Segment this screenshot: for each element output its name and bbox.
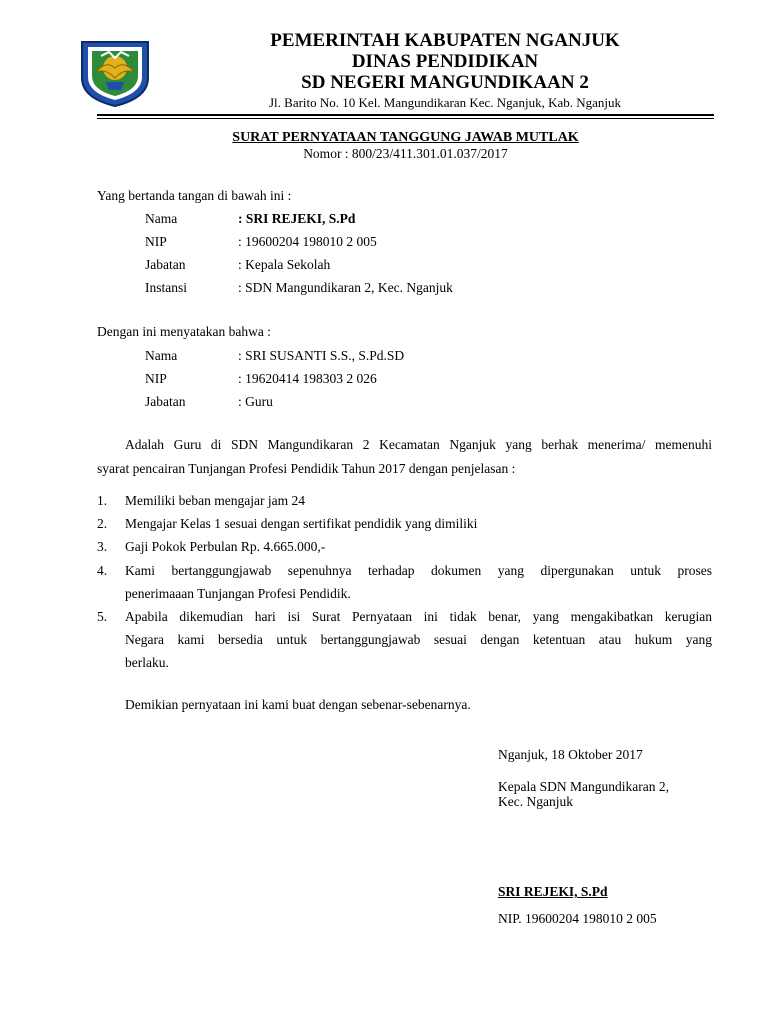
list-item-text: Gaji Pokok Perbulan Rp. 4.665.000,- bbox=[125, 539, 326, 554]
signer-position-line-2: Kec. Nganjuk bbox=[498, 794, 573, 809]
signer-value-jabatan: : Kepala Sekolah bbox=[238, 257, 331, 272]
subject-value-nama: : SRI SUSANTI S.S., S.Pd.SD bbox=[238, 348, 405, 363]
signer-value-nip: : 19600204 198010 2 005 bbox=[238, 234, 377, 249]
list-item-text: Kami bertanggungjawab sepenuhnya terhadap dokumen yang dipergunakan untuk proses bbox=[125, 563, 712, 578]
list-item-number: 2. bbox=[97, 516, 108, 531]
list-item-number: 3. bbox=[97, 539, 108, 554]
signer-name: SRI REJEKI, S.Pd bbox=[498, 884, 608, 899]
signer-label-nama: Nama bbox=[145, 211, 178, 226]
signer-label-nip: NIP bbox=[145, 234, 167, 249]
school-name: SD NEGERI MANGUNDIKAAN 2 bbox=[301, 72, 589, 93]
statement-intro: Dengan ini menyatakan bahwa : bbox=[97, 324, 271, 339]
subject-value-nip: : 19620414 198303 2 026 bbox=[238, 371, 377, 386]
closing-statement: Demikian pernyataan ini kami buat dengan sebenar-sebenarnya. bbox=[125, 697, 471, 712]
place-date: Nganjuk, 18 Oktober 2017 bbox=[498, 747, 643, 762]
school-address: Jl. Barito No. 10 Kel. Mangundikaran Kec. Nganjuk, Kab. Nganjuk bbox=[268, 95, 621, 110]
signer-nip: NIP. 19600204 198010 2 005 bbox=[498, 911, 657, 926]
list-item-text: Apabila dikemudian hari isi Surat Pernyataan ini tidak benar, yang mengakibatkan kerugian bbox=[125, 609, 712, 624]
list-item-text-continued: penerimaaan Tunjangan Profesi Pendidik. bbox=[125, 586, 351, 601]
paragraph-line-1: Adalah Guru di SDN Mangundikaran 2 Kecamatan Nganjuk yang berhak menerima/ memenuhi bbox=[125, 437, 712, 452]
list-item-text-continued: berlaku. bbox=[125, 655, 169, 670]
intro-text: Yang bertanda tangan di bawah ini : bbox=[97, 188, 292, 203]
paragraph-line-2: syarat pencairan Tunjangan Profesi Pendidik Tahun 2017 dengan penjelasan : bbox=[97, 461, 516, 476]
department-name: DINAS PENDIDIKAN bbox=[351, 51, 539, 72]
subject-label-nip: NIP bbox=[145, 371, 167, 386]
signer-label-instansi: Instansi bbox=[145, 280, 187, 295]
list-item-number: 4. bbox=[97, 563, 108, 578]
list-item-text-continued: Negara kami bersedia untuk bertanggungjawab sesuai dengan ketentuan atau hukum yang bbox=[125, 632, 712, 647]
list-item-text: Memiliki beban mengajar jam 24 bbox=[125, 493, 305, 508]
list-item-number: 5. bbox=[97, 609, 108, 624]
document-title: SURAT PERNYATAAN TANGGUNG JAWAB MUTLAK bbox=[232, 130, 579, 145]
list-item-text: Mengajar Kelas 1 sesuai dengan sertifikat pendidik yang dimiliki bbox=[125, 516, 478, 531]
government-name: PEMERINTAH KABUPATEN NGANJUK bbox=[270, 30, 620, 51]
list-item-number: 1. bbox=[97, 493, 108, 508]
signer-value-instansi: : SDN Mangundikaran 2, Kec. Nganjuk bbox=[238, 280, 453, 295]
subject-label-jabatan: Jabatan bbox=[145, 394, 186, 409]
document-number: Nomor : 800/23/411.301.01.037/2017 bbox=[303, 146, 508, 161]
signer-label-jabatan: Jabatan bbox=[145, 257, 186, 272]
signer-position-line-1: Kepala SDN Mangundikaran 2, bbox=[498, 779, 669, 794]
letterhead-rule-thin bbox=[97, 118, 714, 119]
subject-label-nama: Nama bbox=[145, 348, 178, 363]
regency-crest-icon bbox=[76, 38, 154, 108]
letterhead-rule-thick bbox=[97, 114, 714, 116]
signer-value-nama: : SRI REJEKI, S.Pd bbox=[238, 211, 356, 226]
subject-value-jabatan: : Guru bbox=[238, 394, 273, 409]
